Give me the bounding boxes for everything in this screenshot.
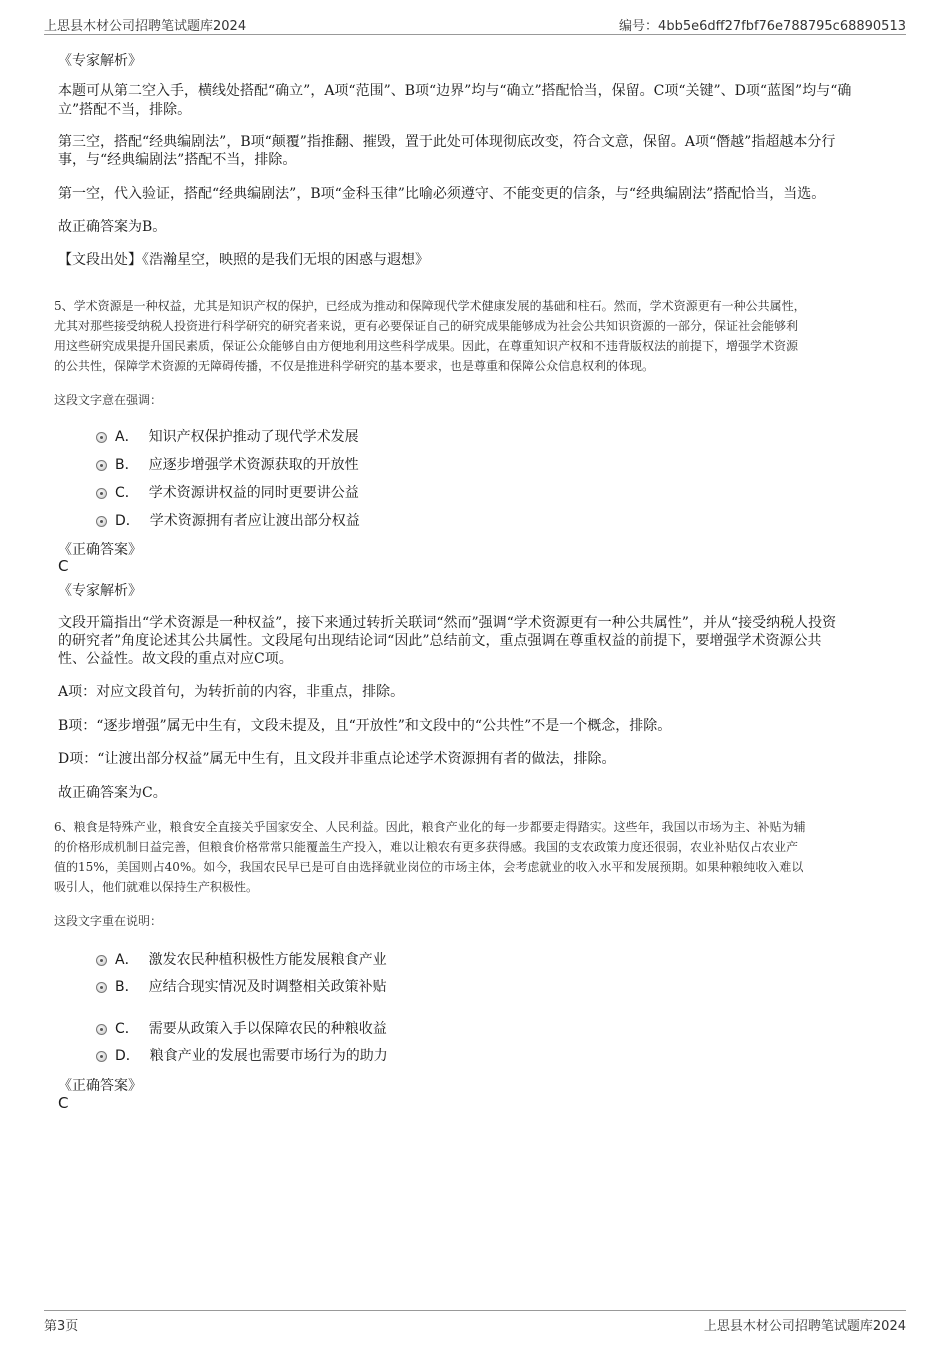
radio-icon[interactable]	[96, 1024, 107, 1035]
question-5-text: 的公共性，保障学术资源的无障碍传播，不仅是推进科学研究的基本要求，也是尊重和保障公众信息权利的体现。	[54, 359, 655, 373]
analysis-title: 《专家解析》	[58, 53, 142, 69]
question-5-text: 5、学术资源是一种权益，尤其是知识产权的保护，已经成为推动和保障现代学术健康发展的基础和柱石。然而，学术资源更有一种公共属性，	[54, 299, 806, 313]
radio-icon[interactable]	[96, 488, 107, 499]
radio-icon[interactable]	[96, 1051, 107, 1062]
page-number: 第3页	[44, 1319, 79, 1334]
question-6-option-d[interactable]: D． 粮食产业的发展也需要市场行为的助力	[96, 1045, 388, 1065]
answer-title: 《正确答案》	[58, 542, 142, 558]
radio-icon[interactable]	[96, 982, 107, 993]
analysis-text: 的研究者”角度论述其公共属性。文段尾句出现结论词“因此”总结前文，重点强调在尊重权益的前提下，要增强学术资源公共	[58, 633, 822, 649]
question-6-text: 值的15%，美国则占40%。如今，我国农民早已是可自由选择就业岗位的市场主体，会考虑就业的收入水平和发展预期。如果种粮纯收入难以	[54, 860, 804, 874]
answer-title: 《正确答案》	[58, 1078, 142, 1094]
question-5-option-b[interactable]: B． 应逐步增强学术资源获取的开放性	[96, 454, 359, 474]
radio-icon[interactable]	[96, 432, 107, 443]
question-5-option-a[interactable]: A． 知识产权保护推动了现代学术发展	[96, 426, 359, 446]
radio-icon[interactable]	[96, 460, 107, 471]
answer-value: C	[58, 557, 69, 575]
page-header	[44, 12, 906, 35]
answer-value: C	[58, 1094, 69, 1112]
question-6-text: 吸引人，他们就难以保持生产积极性。	[54, 880, 259, 894]
question-6-option-c[interactable]: C． 需要从政策入手以保障农民的种粮收益	[96, 1018, 387, 1038]
question-6-option-a[interactable]: A． 激发农民种植积极性方能发展粮食产业	[96, 949, 387, 969]
analysis-text: B项：“逐步增强”属无中生有，文段未提及，且“开放性”和文段中的“公共性”不是一个概念，排除。	[58, 718, 672, 734]
question-6-text: 6、粮食是特殊产业，粮食安全直接关乎国家安全、人民利益。因此，粮食产业化的每一步都要走得踏实。这些年，我国以市场为主、补贴为辅	[54, 820, 806, 834]
question-6-text: 的价格形成机制日益完善，但粮食价格常常只能覆盖生产投入，难以让粮农有更多获得感。我国的支农政策力度还很弱，农业补贴仅占农业产	[54, 840, 799, 854]
analysis-text: 文段开篇指出“学术资源是一种权益”，接下来通过转折关联词“然而”强调“学术资源更有一种公共属性”，并从“接受纳税人投资	[58, 615, 837, 631]
analysis-text: 事，与“经典编剧法”搭配不当，排除。	[58, 152, 297, 168]
page-footer	[44, 1310, 906, 1335]
analysis-text: 性、公益性。故文段的重点对应C项。	[58, 651, 293, 667]
source-citation: 【文段出处】《浩瀚星空，映照的是我们无垠的困惑与遐想》	[58, 252, 429, 268]
question-6-prompt: 这段文字重在说明：	[54, 914, 163, 928]
analysis-title: 《专家解析》	[58, 583, 142, 599]
analysis-conclusion: 故正确答案为B。	[58, 219, 167, 235]
analysis-conclusion: 故正确答案为C。	[58, 785, 167, 801]
radio-icon[interactable]	[96, 516, 107, 527]
question-5-text: 尤其对那些接受纳税人投资进行科学研究的研究者来说，更有必要保证自己的研究成果能够成为社会公共知识资源的一部分，保证社会能够利	[54, 319, 799, 333]
analysis-text: 第一空，代入验证，搭配“经典编剧法”，B项“金科玉律”比喻必须遵守、不能变更的信条，与“经典编剧法”搭配恰当，当选。	[58, 186, 826, 202]
analysis-text: 第三空，搭配“经典编剧法”，B项“颠覆”指推翻、摧毁，置于此处可体现彻底改变，符合文意，保留。A项“僭越”指超越本分行	[58, 134, 836, 150]
analysis-text: 立”搭配不当，排除。	[58, 102, 192, 118]
radio-icon[interactable]	[96, 955, 107, 966]
question-6-option-b[interactable]: B． 应结合现实情况及时调整相关政策补贴	[96, 976, 387, 996]
analysis-text: D项：“让渡出部分权益”属无中生有，且文段并非重点论述学术资源拥有者的做法，排除。	[58, 751, 616, 767]
question-5-option-c[interactable]: C． 学术资源讲权益的同时更要讲公益	[96, 482, 359, 502]
question-5-text: 用这些研究成果提升国民素质，保证公众能够自由方便地利用这些科学成果。因此，在尊重知识产权和不违背版权法的前提下，增强学术资源	[54, 339, 799, 353]
analysis-text: A项：对应文段首句，为转折前的内容，非重点，排除。	[58, 684, 405, 700]
footer-title: 上思县木材公司招聘笔试题库2024	[703, 1319, 906, 1334]
question-5-prompt: 这段文字意在强调：	[54, 393, 163, 407]
header-serial: 编号：4bb5e6dff27fbf76e788795c68890513	[619, 19, 906, 34]
header-title: 上思县木材公司招聘笔试题库2024	[44, 19, 247, 34]
analysis-text: 本题可从第二空入手，横线处搭配“确立”，A项“范围”、B项“边界”均与“确立”搭配恰当，保留。C项“关键”、D项“蓝图”均与“确	[58, 83, 852, 99]
question-5-option-d[interactable]: D． 学术资源拥有者应让渡出部分权益	[96, 510, 360, 530]
